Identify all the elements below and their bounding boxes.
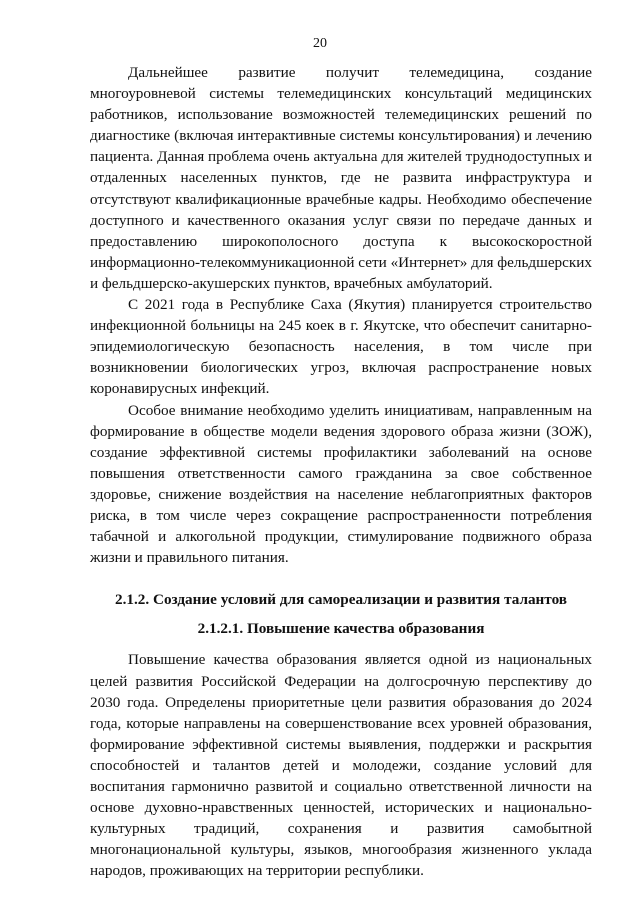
paragraph-infectious-hospital: С 2021 года в Республике Саха (Якутия) планируется строительство инфекционной больницы на 245 коек в г. Якутске, что обеспечит санитарно-эпидемиологическую безопасность населения, в том числе при возникновении биологических угроз, включая распространение новых коронавирусных инфекций. [90, 296, 592, 398]
paragraph-healthy-lifestyle: Особое внимание необходимо уделить инициативам, направленным на формирование в обществе модели ведения здорового образа жизни (ЗОЖ), создание эффективной системы профилактики заболеваний на основе повышения ответственности самого гражданина за свое собственное здоровье, снижение воздействия на население неблагоприятных факторов риска, в том числе через сокращение распространенности потребления табачной и алкогольной продукции, стимулирование подвижного образа жизни и правильного питания. [90, 401, 592, 567]
page-number: 20 [313, 36, 327, 51]
subsection-heading: 2.1.2.1. Повышение качества образования [197, 620, 485, 638]
paragraph-education-quality: Повышение качества образования является одной из национальных целей развития Российской Федерации на долгосрочную перспективу до 2030 года. Определены приоритетные цели развития образования до 2024 года, которые направлены на совершенствование всех уровней образования, формирование эффективной системы выявления, поддержки и раскрытия способностей и талантов детей и молодежи, создание условий для воспитания гармонично развитой и социально ответственной личности на основе духовно-нравственных ценностей, исторических и национально-культурных традиций, сохранения и развития самобытной многонациональной культуры, языков, многообразия жизненного уклада народов, проживающих на территории республики. [90, 651, 592, 880]
document-body [90, 62, 592, 881]
paragraph-telemedicine: Дальнейшее развитие получит телемедицина, создание многоуровневой системы телемедицинских консультаций медицинских работников, использование возможностей телемедицинских решений по диагностике (включая интерактивные системы консультирования) и лечению пациента. Данная проблема очень актуальна для жителей труднодоступных и отдаленных населенных пунктов, где не развита инфраструктура и отсутствуют квалификационные врачебные кадры. Необходимо обеспечение доступного и качественного оказания услуг связи по передаче данных и предоставлению широкополосного доступа к высокоскоростной информационно-телекоммуникационной сети «Интернет» для фельдшерских и фельдшерско-акушерских пунктов, врачебных амбулаторий. [90, 64, 592, 292]
section-heading: 2.1.2. Создание условий для самореализации и развития талантов [115, 591, 567, 609]
